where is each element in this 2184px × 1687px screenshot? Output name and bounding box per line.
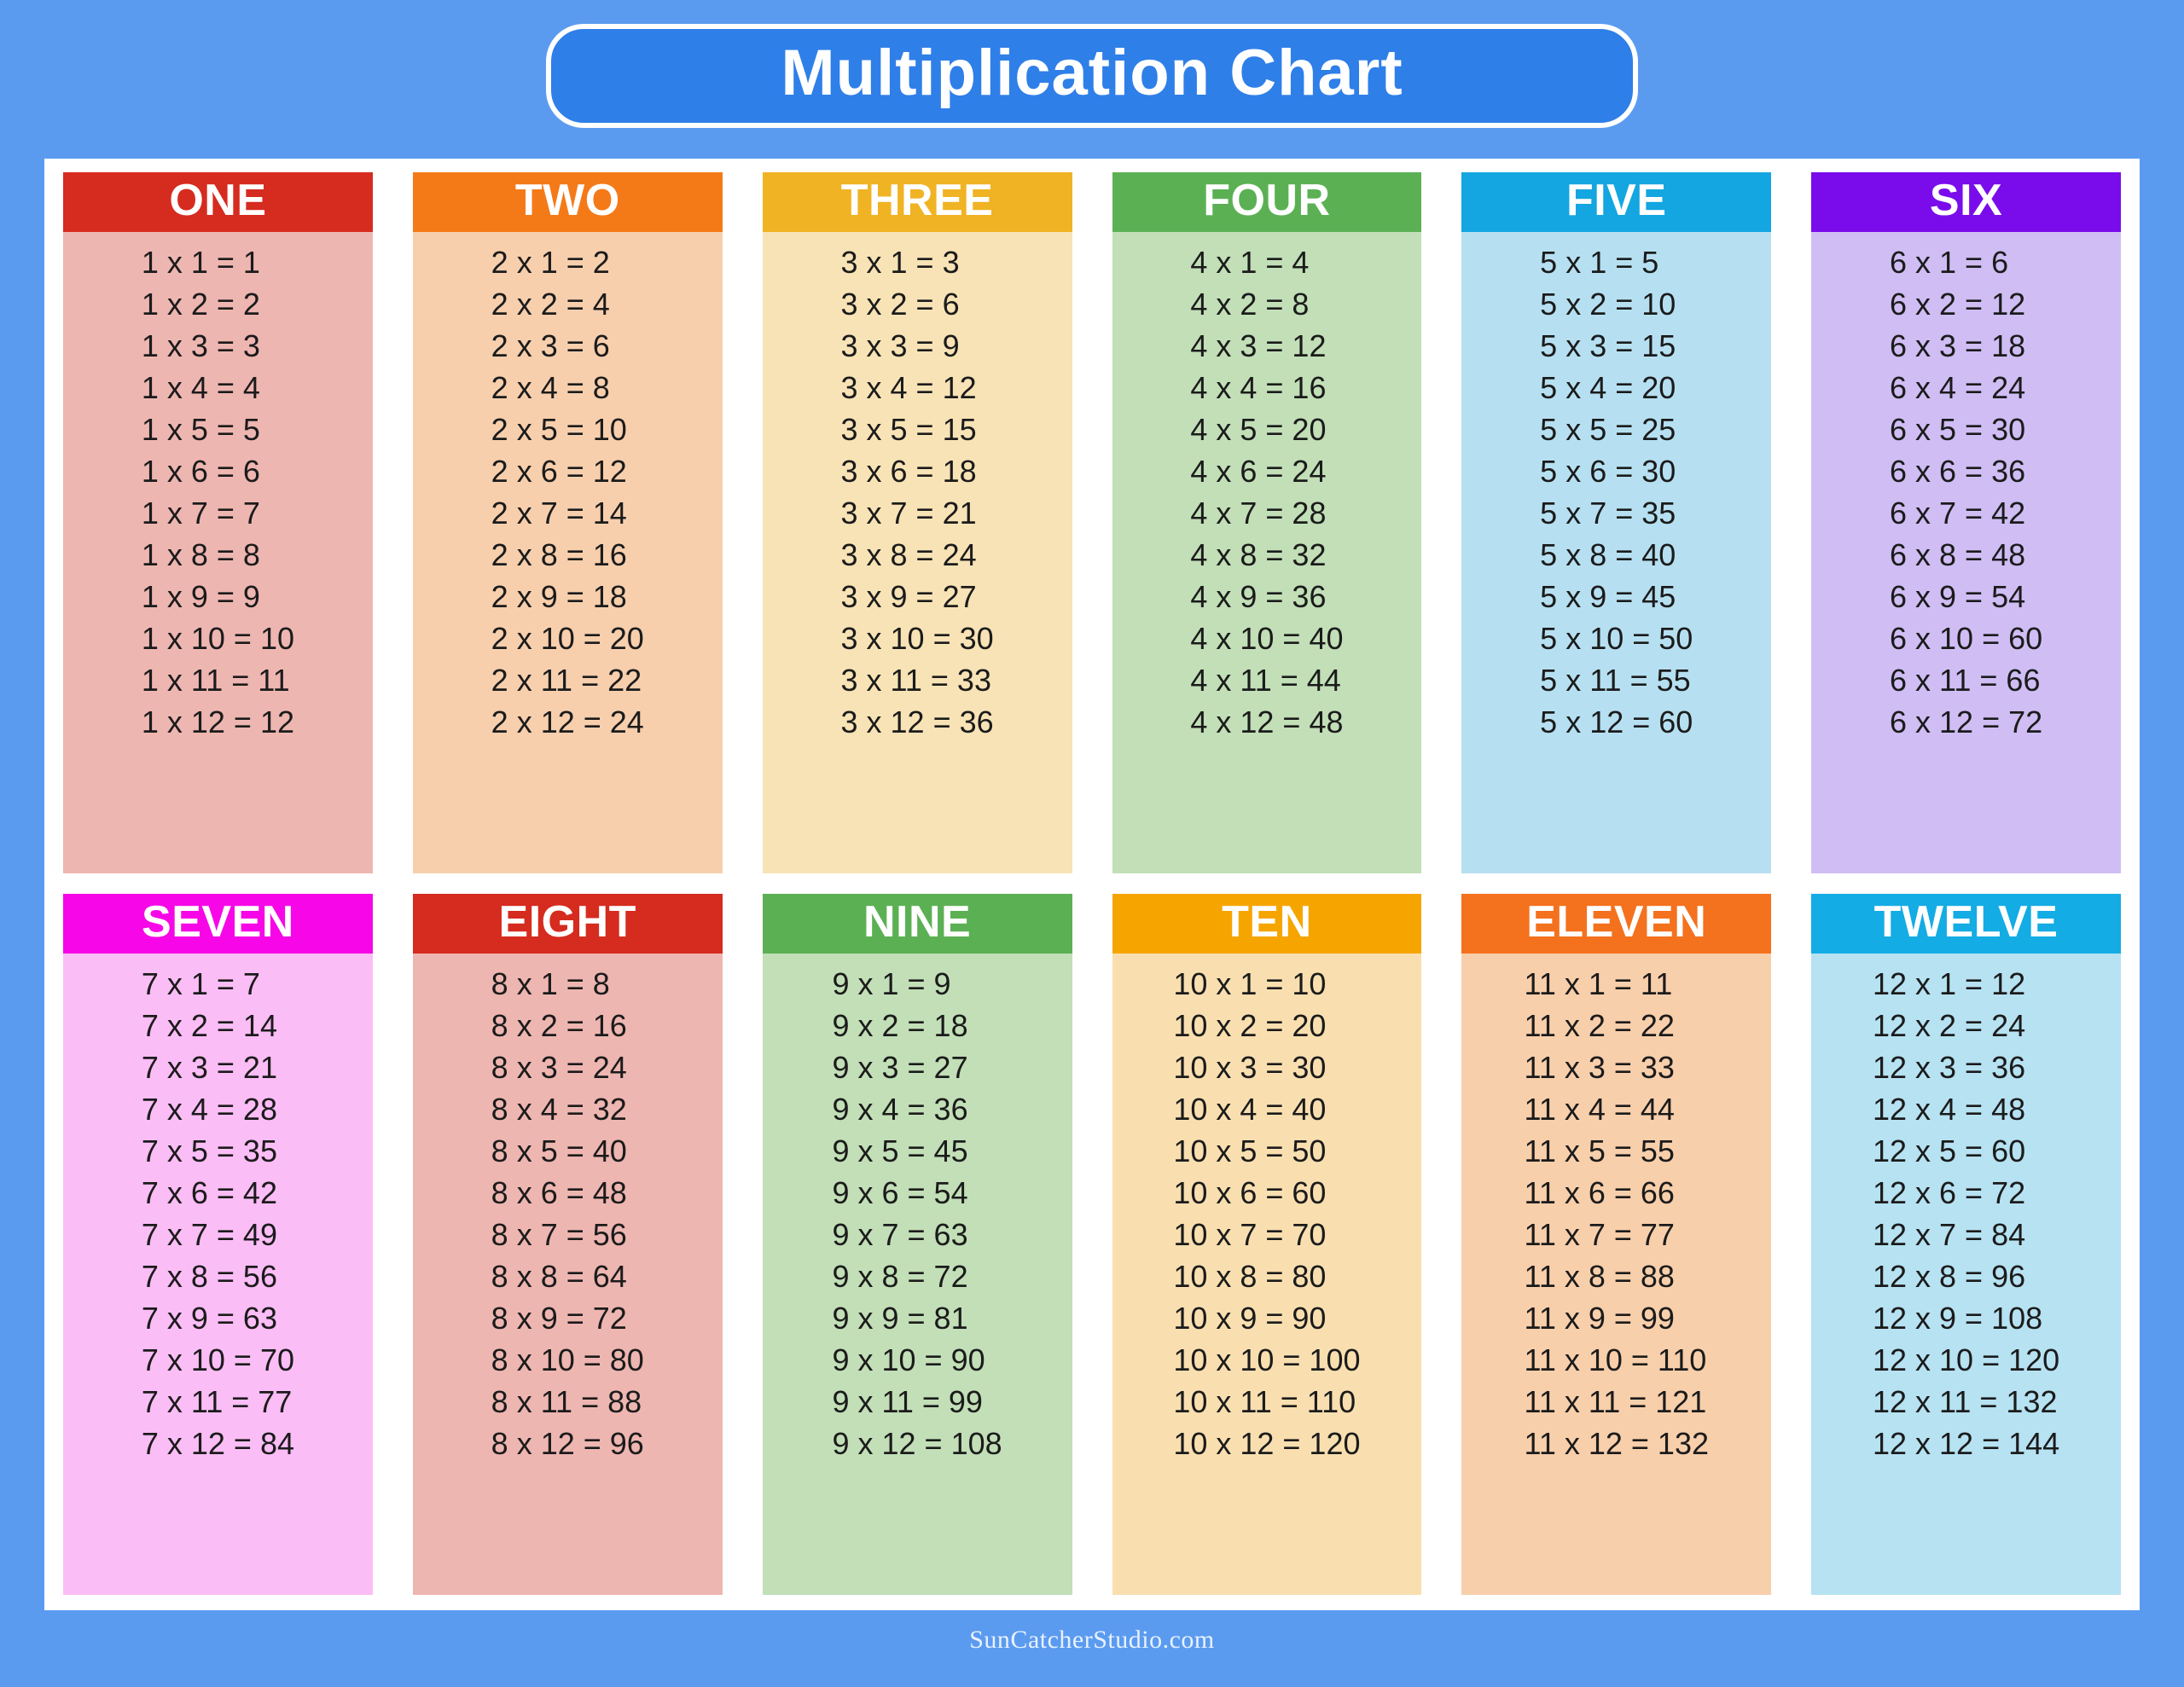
fact-row: 8 x 9 = 72 [491, 1301, 627, 1336]
fact-row: 4 x 5 = 20 [1190, 412, 1327, 447]
times-table-card [63, 894, 373, 1595]
times-table-header: SIX [1811, 172, 2121, 232]
fact-row: 2 x 4 = 8 [491, 370, 610, 405]
fact-row: 7 x 10 = 70 [141, 1342, 294, 1377]
times-table-header: ELEVEN [1461, 894, 1771, 954]
times-table-body [1461, 954, 1771, 1595]
fact-row: 8 x 5 = 40 [491, 1133, 627, 1168]
fact-row: 9 x 8 = 72 [832, 1259, 968, 1294]
fact-row: 4 x 6 = 24 [1190, 454, 1327, 489]
times-table-header: EIGHT [413, 894, 723, 954]
times-table-card [413, 894, 723, 1595]
fact-row: 8 x 3 = 24 [491, 1050, 627, 1085]
times-table-header: NINE [763, 894, 1072, 954]
fact-row: 11 x 2 = 22 [1524, 1008, 1675, 1043]
fact-row: 5 x 8 = 40 [1540, 537, 1676, 572]
fact-row: 4 x 2 = 8 [1190, 287, 1310, 322]
fact-row: 12 x 5 = 60 [1872, 1133, 2026, 1168]
fact-row: 11 x 6 = 66 [1524, 1175, 1675, 1210]
fact-row: 3 x 10 = 30 [840, 621, 994, 656]
times-table-body [63, 954, 373, 1595]
times-table-header: ONE [63, 172, 373, 232]
fact-row: 3 x 5 = 15 [840, 412, 977, 447]
fact-row: 10 x 11 = 110 [1173, 1384, 1356, 1419]
fact-row: 8 x 4 = 32 [491, 1092, 627, 1127]
fact-list [1540, 242, 1693, 744]
fact-row: 12 x 3 = 36 [1872, 1050, 2026, 1085]
fact-list [841, 242, 994, 744]
fact-row: 6 x 7 = 42 [1890, 496, 2026, 530]
fact-row: 8 x 6 = 48 [491, 1175, 627, 1210]
fact-row: 9 x 9 = 81 [832, 1301, 968, 1336]
times-table-header: TEN [1112, 894, 1422, 954]
fact-list [1190, 242, 1343, 744]
fact-row: 8 x 11 = 88 [491, 1384, 642, 1419]
fact-row: 11 x 5 = 55 [1524, 1133, 1675, 1168]
fact-row: 8 x 10 = 80 [491, 1342, 644, 1377]
fact-row: 8 x 7 = 56 [491, 1217, 627, 1252]
fact-row: 5 x 9 = 45 [1540, 579, 1676, 614]
fact-row: 5 x 5 = 25 [1540, 412, 1676, 447]
fact-row: 6 x 12 = 72 [1890, 704, 2043, 739]
fact-row: 8 x 12 = 96 [491, 1426, 644, 1461]
fact-row: 7 x 6 = 42 [141, 1175, 277, 1210]
fact-row: 7 x 9 = 63 [141, 1301, 277, 1336]
times-table-card [763, 894, 1072, 1595]
fact-row: 4 x 12 = 48 [1190, 704, 1344, 739]
fact-row: 11 x 4 = 44 [1524, 1092, 1675, 1127]
times-table-header: THREE [763, 172, 1072, 232]
fact-row: 3 x 1 = 3 [840, 245, 960, 280]
fact-row: 10 x 7 = 70 [1173, 1217, 1327, 1252]
fact-row: 12 x 6 = 72 [1872, 1175, 2026, 1210]
fact-row: 6 x 10 = 60 [1890, 621, 2043, 656]
fact-row: 6 x 5 = 30 [1890, 412, 2026, 447]
times-table-body [413, 954, 723, 1595]
fact-list [832, 964, 1002, 1465]
fact-row: 7 x 11 = 77 [141, 1384, 293, 1419]
fact-row: 11 x 10 = 110 [1524, 1342, 1707, 1377]
fact-row: 10 x 8 = 80 [1173, 1259, 1327, 1294]
fact-row: 3 x 7 = 21 [840, 496, 977, 530]
times-table-card [1811, 894, 2121, 1595]
fact-row: 2 x 10 = 20 [491, 621, 644, 656]
times-table-body [1461, 232, 1771, 873]
fact-row: 1 x 10 = 10 [141, 621, 294, 656]
times-table-card [1112, 894, 1422, 1595]
times-table-body [1811, 954, 2121, 1595]
fact-row: 6 x 6 = 36 [1890, 454, 2026, 489]
fact-row: 3 x 11 = 33 [840, 663, 991, 698]
fact-row: 6 x 4 = 24 [1890, 370, 2026, 405]
fact-row: 10 x 5 = 50 [1173, 1133, 1327, 1168]
fact-row: 2 x 2 = 4 [491, 287, 610, 322]
fact-row: 1 x 8 = 8 [141, 537, 260, 572]
fact-row: 4 x 1 = 4 [1190, 245, 1310, 280]
fact-list [1873, 964, 2059, 1465]
fact-row: 3 x 12 = 36 [840, 704, 994, 739]
fact-row: 1 x 12 = 12 [141, 704, 294, 739]
fact-row: 5 x 7 = 35 [1540, 496, 1676, 530]
fact-row: 11 x 12 = 132 [1524, 1426, 1709, 1461]
fact-row: 7 x 7 = 49 [141, 1217, 277, 1252]
fact-row: 10 x 3 = 30 [1173, 1050, 1327, 1085]
fact-row: 1 x 9 = 9 [141, 579, 260, 614]
fact-row: 9 x 3 = 27 [832, 1050, 968, 1085]
fact-row: 7 x 3 = 21 [141, 1050, 277, 1085]
fact-row: 5 x 6 = 30 [1540, 454, 1676, 489]
fact-row: 12 x 11 = 132 [1872, 1384, 2058, 1419]
fact-row: 7 x 1 = 7 [141, 966, 260, 1001]
fact-row: 12 x 7 = 84 [1872, 1217, 2026, 1252]
fact-row: 11 x 3 = 33 [1524, 1050, 1675, 1085]
fact-row: 4 x 10 = 40 [1190, 621, 1344, 656]
fact-row: 4 x 4 = 16 [1190, 370, 1327, 405]
fact-row: 5 x 12 = 60 [1540, 704, 1693, 739]
times-table-header: SEVEN [63, 894, 373, 954]
fact-row: 11 x 1 = 11 [1524, 966, 1673, 1001]
fact-row: 5 x 1 = 5 [1540, 245, 1659, 280]
fact-row: 9 x 10 = 90 [832, 1342, 985, 1377]
fact-list [1524, 964, 1709, 1465]
fact-row: 3 x 8 = 24 [840, 537, 977, 572]
fact-row: 1 x 7 = 7 [141, 496, 260, 530]
fact-row: 4 x 8 = 32 [1190, 537, 1327, 572]
fact-row: 1 x 11 = 11 [141, 663, 290, 698]
fact-row: 3 x 4 = 12 [840, 370, 977, 405]
fact-row: 9 x 4 = 36 [832, 1092, 968, 1127]
fact-row: 1 x 6 = 6 [141, 454, 260, 489]
fact-row: 12 x 8 = 96 [1872, 1259, 2026, 1294]
fact-row: 10 x 2 = 20 [1173, 1008, 1327, 1043]
fact-row: 5 x 4 = 20 [1540, 370, 1676, 405]
times-table-header: FOUR [1112, 172, 1422, 232]
times-table-header: FIVE [1461, 172, 1771, 232]
fact-row: 2 x 9 = 18 [491, 579, 627, 614]
fact-row: 3 x 2 = 6 [840, 287, 960, 322]
fact-row: 9 x 2 = 18 [832, 1008, 968, 1043]
fact-row: 3 x 9 = 27 [840, 579, 977, 614]
times-table-card [763, 172, 1072, 873]
fact-row: 5 x 3 = 15 [1540, 328, 1676, 363]
fact-row: 8 x 8 = 64 [491, 1259, 627, 1294]
title-area [0, 24, 2184, 128]
page-title: Multiplication Chart [781, 37, 1403, 109]
fact-row: 4 x 9 = 36 [1190, 579, 1327, 614]
times-table-body [1112, 954, 1422, 1595]
fact-row: 3 x 6 = 18 [840, 454, 977, 489]
fact-row: 1 x 2 = 2 [141, 287, 260, 322]
fact-row: 2 x 8 = 16 [491, 537, 627, 572]
fact-row: 2 x 7 = 14 [491, 496, 627, 530]
times-table-card [413, 172, 723, 873]
fact-row: 4 x 7 = 28 [1190, 496, 1327, 530]
fact-row: 11 x 9 = 99 [1524, 1301, 1675, 1336]
fact-row: 1 x 5 = 5 [141, 412, 260, 447]
fact-row: 7 x 8 = 56 [141, 1259, 277, 1294]
times-table-body [63, 232, 373, 873]
footer-credit: SunCatcherStudio.com [969, 1626, 1215, 1654]
fact-row: 10 x 4 = 40 [1173, 1092, 1327, 1127]
fact-row: 1 x 3 = 3 [141, 328, 260, 363]
fact-list [142, 242, 294, 744]
fact-row: 12 x 2 = 24 [1872, 1008, 2026, 1043]
fact-row: 10 x 9 = 90 [1173, 1301, 1327, 1336]
fact-row: 2 x 5 = 10 [491, 412, 627, 447]
times-table-body [1112, 232, 1422, 873]
fact-row: 5 x 11 = 55 [1540, 663, 1691, 698]
fact-row: 9 x 11 = 99 [832, 1384, 983, 1419]
times-table-header: TWO [413, 172, 723, 232]
fact-row: 12 x 10 = 120 [1872, 1342, 2060, 1377]
fact-list [1890, 242, 2042, 744]
fact-row: 12 x 4 = 48 [1872, 1092, 2026, 1127]
fact-list [1173, 964, 1360, 1465]
fact-list [491, 242, 644, 744]
times-table-card [1811, 172, 2121, 873]
fact-row: 7 x 4 = 28 [141, 1092, 277, 1127]
fact-row: 10 x 10 = 100 [1173, 1342, 1361, 1377]
fact-row: 9 x 7 = 63 [832, 1217, 968, 1252]
fact-row: 6 x 11 = 66 [1890, 663, 2041, 698]
fact-row: 9 x 5 = 45 [832, 1133, 968, 1168]
fact-row: 11 x 11 = 121 [1524, 1384, 1707, 1419]
fact-row: 9 x 1 = 9 [832, 966, 951, 1001]
fact-list [142, 964, 294, 1465]
fact-row: 3 x 3 = 9 [840, 328, 960, 363]
fact-row: 2 x 1 = 2 [491, 245, 610, 280]
times-table-body [763, 232, 1072, 873]
fact-row: 9 x 12 = 108 [832, 1426, 1002, 1461]
fact-row: 8 x 2 = 16 [491, 1008, 627, 1043]
fact-row: 6 x 1 = 6 [1890, 245, 2009, 280]
fact-row: 4 x 3 = 12 [1190, 328, 1327, 363]
fact-row: 7 x 2 = 14 [141, 1008, 277, 1043]
times-table-card [1112, 172, 1422, 873]
fact-row: 12 x 1 = 12 [1872, 966, 2026, 1001]
fact-row: 6 x 9 = 54 [1890, 579, 2026, 614]
title-pill [546, 24, 1638, 128]
fact-row: 9 x 6 = 54 [832, 1175, 968, 1210]
fact-row: 7 x 12 = 84 [141, 1426, 294, 1461]
fact-list [491, 964, 644, 1465]
fact-row: 6 x 2 = 12 [1890, 287, 2026, 322]
fact-row: 2 x 12 = 24 [491, 704, 644, 739]
fact-row: 6 x 8 = 48 [1890, 537, 2026, 572]
times-table-card [1461, 894, 1771, 1595]
fact-row: 10 x 12 = 120 [1173, 1426, 1361, 1461]
fact-row: 12 x 9 = 108 [1872, 1301, 2043, 1336]
fact-row: 5 x 2 = 10 [1540, 287, 1676, 322]
fact-row: 11 x 8 = 88 [1524, 1259, 1675, 1294]
fact-row: 5 x 10 = 50 [1540, 621, 1693, 656]
times-table-card [1461, 172, 1771, 873]
times-table-body [763, 954, 1072, 1595]
fact-row: 2 x 11 = 22 [491, 663, 642, 698]
fact-row: 4 x 11 = 44 [1190, 663, 1341, 698]
fact-row: 1 x 4 = 4 [141, 370, 260, 405]
fact-row: 8 x 1 = 8 [491, 966, 610, 1001]
fact-row: 11 x 7 = 77 [1524, 1217, 1675, 1252]
times-table-body [413, 232, 723, 873]
fact-row: 2 x 3 = 6 [491, 328, 610, 363]
fact-row: 12 x 12 = 144 [1872, 1426, 2060, 1461]
tables-grid [63, 172, 2121, 1595]
chart-board [44, 159, 2140, 1610]
times-table-header: TWELVE [1811, 894, 2121, 954]
fact-row: 6 x 3 = 18 [1890, 328, 2026, 363]
fact-row: 1 x 1 = 1 [141, 245, 260, 280]
fact-row: 2 x 6 = 12 [491, 454, 627, 489]
fact-row: 7 x 5 = 35 [141, 1133, 277, 1168]
times-table-card [63, 172, 373, 873]
fact-row: 10 x 1 = 10 [1173, 966, 1327, 1001]
fact-row: 10 x 6 = 60 [1173, 1175, 1327, 1210]
times-table-body [1811, 232, 2121, 873]
